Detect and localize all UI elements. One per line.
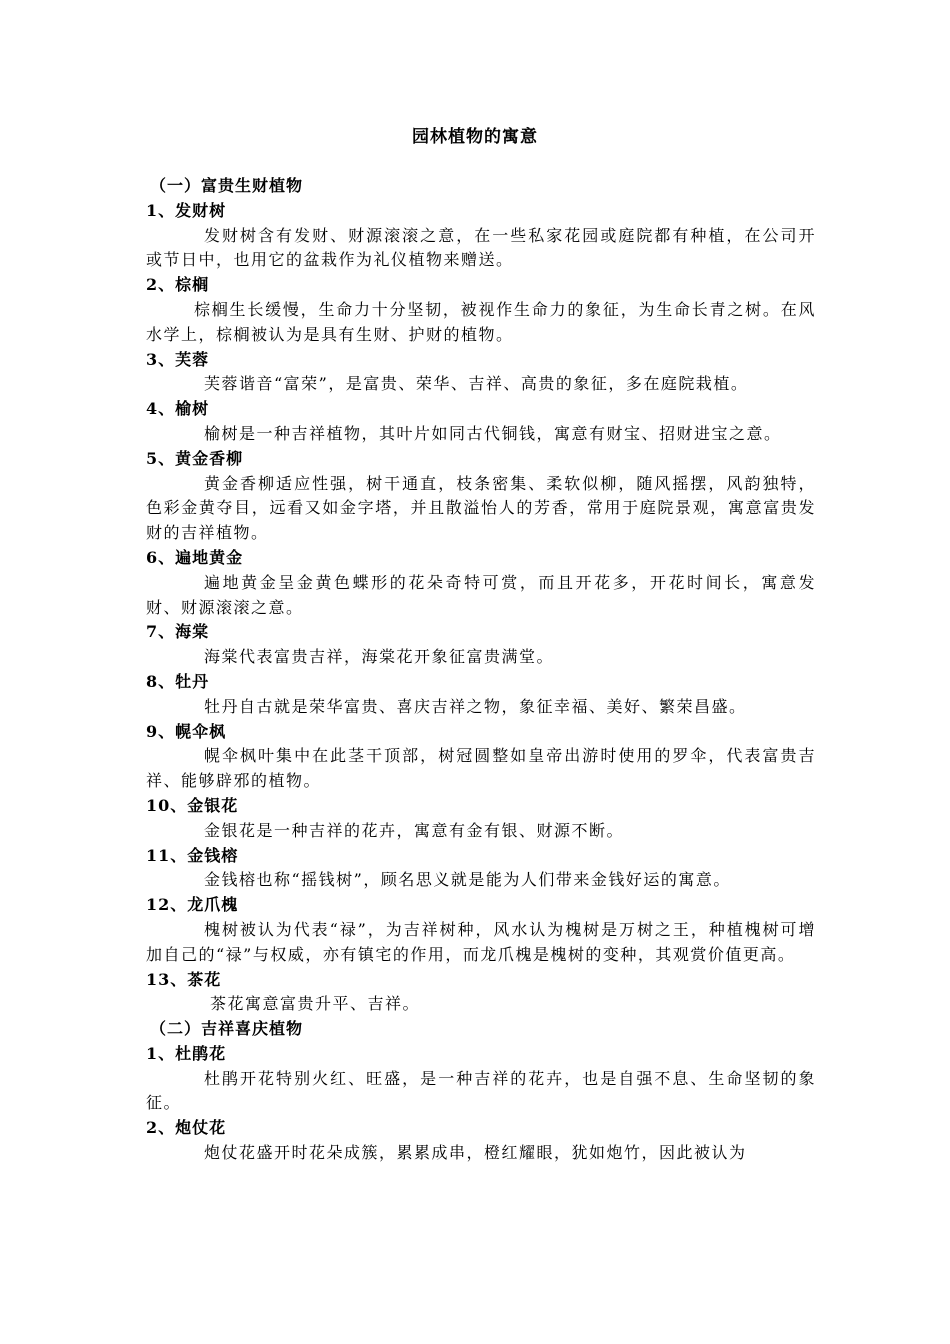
item-title: 11、金钱榕 bbox=[146, 845, 239, 865]
item-title: 6、遍地黄金 bbox=[146, 547, 244, 567]
item-paragraph: 榆树是一种吉祥植物，其叶片如同古代铜钱，寓意有财宝、招财进宝之意。 bbox=[204, 423, 782, 443]
item-title: 2、棕榈 bbox=[146, 275, 210, 295]
section-heading: （二）吉祥喜庆植物 bbox=[150, 1019, 304, 1039]
item-paragraph: 海棠代表富贵吉祥，海棠花开象征富贵满堂。 bbox=[204, 647, 555, 667]
item-paragraph: 牡丹自古就是荣华富贵、喜庆吉祥之物，象征幸福、美好、繁荣昌盛。 bbox=[204, 696, 747, 716]
item-paragraph: 金银花是一种吉祥的花卉，寓意有金有银、财源不断。 bbox=[204, 820, 625, 840]
item-paragraph: 炮仗花盛开时花朵成簇，累累成串，橙红耀眼，犹如炮竹，因此被认为 bbox=[204, 1143, 747, 1163]
document-title: 园林植物的寓意 bbox=[412, 127, 538, 147]
item-title: 10、金银花 bbox=[146, 795, 239, 815]
item-title: 9、幌伞枫 bbox=[146, 721, 227, 741]
item-title: 8、牡丹 bbox=[146, 671, 210, 691]
item-title: 1、杜鹃花 bbox=[146, 1043, 227, 1063]
section-heading: （一）富贵生财植物 bbox=[150, 176, 304, 195]
item-paragraph: 金钱榕也称“摇钱树”，顾名思义就是能为人们带来金钱好运的寓意。 bbox=[204, 870, 731, 890]
item-paragraph: 棕榈生长缓慢，生命力十分坚韧，被视作生命力的象征，为生命长青之树。在风水学上，棕榈被认为是具有生财、护财的植物。 bbox=[146, 299, 816, 344]
item-paragraph: 黄金香柳适应性强，树干通直，枝条密集、柔软似柳，随风摇摆，风韵独特，色彩金黄夺目，远看又如金字塔，并且散溢怡人的芳香，常用于庭院景观，寓意富贵发财的吉祥植物。 bbox=[146, 473, 816, 543]
item-title: 13、茶花 bbox=[146, 969, 222, 989]
item-paragraph: 幌伞枫叶集中在此茎干顶部，树冠圆整如皇帝出游时使用的罗伞，代表富贵吉祥、能够辟邪的植物。 bbox=[146, 746, 816, 791]
item-paragraph: 茶花寓意富贵升平、吉祥。 bbox=[210, 994, 421, 1014]
item-paragraph: 芙蓉谐音“富荣”，是富贵、荣华、吉祥、高贵的象征，多在庭院栽植。 bbox=[204, 374, 749, 394]
document-body bbox=[146, 174, 816, 1166]
item-title: 1、发财树 bbox=[146, 200, 227, 220]
item-paragraph: 发财树含有发财、财源滚滚之意，在一些私家花园或庭院都有种植，在公司开或节日中，也用它的盆栽作为礼仪植物来赠送。 bbox=[146, 225, 816, 270]
item-paragraph: 杜鹃开花特别火红、旺盛，是一种吉祥的花卉，也是自强不息、生命坚韧的象征。 bbox=[146, 1068, 816, 1113]
item-title: 3、芙蓉 bbox=[146, 349, 210, 369]
item-paragraph: 遍地黄金呈金黄色蝶形的花朵奇特可赏，而且开花多，开花时间长，寓意发财、财源滚滚之意。 bbox=[146, 572, 816, 617]
item-paragraph: 槐树被认为代表“禄”，为吉祥树种，风水认为槐树是万树之王，种植槐树可增加自己的“禄”与权威，亦有镇宅的作用，而龙爪槐是槐树的变种，其观赏价值更高。 bbox=[146, 919, 816, 964]
item-title: 2、炮仗花 bbox=[146, 1118, 227, 1138]
item-title: 7、海棠 bbox=[146, 622, 210, 642]
item-title: 12、龙爪槐 bbox=[146, 895, 239, 915]
item-title: 4、榆树 bbox=[146, 399, 210, 419]
item-title: 5、黄金香柳 bbox=[146, 448, 244, 468]
